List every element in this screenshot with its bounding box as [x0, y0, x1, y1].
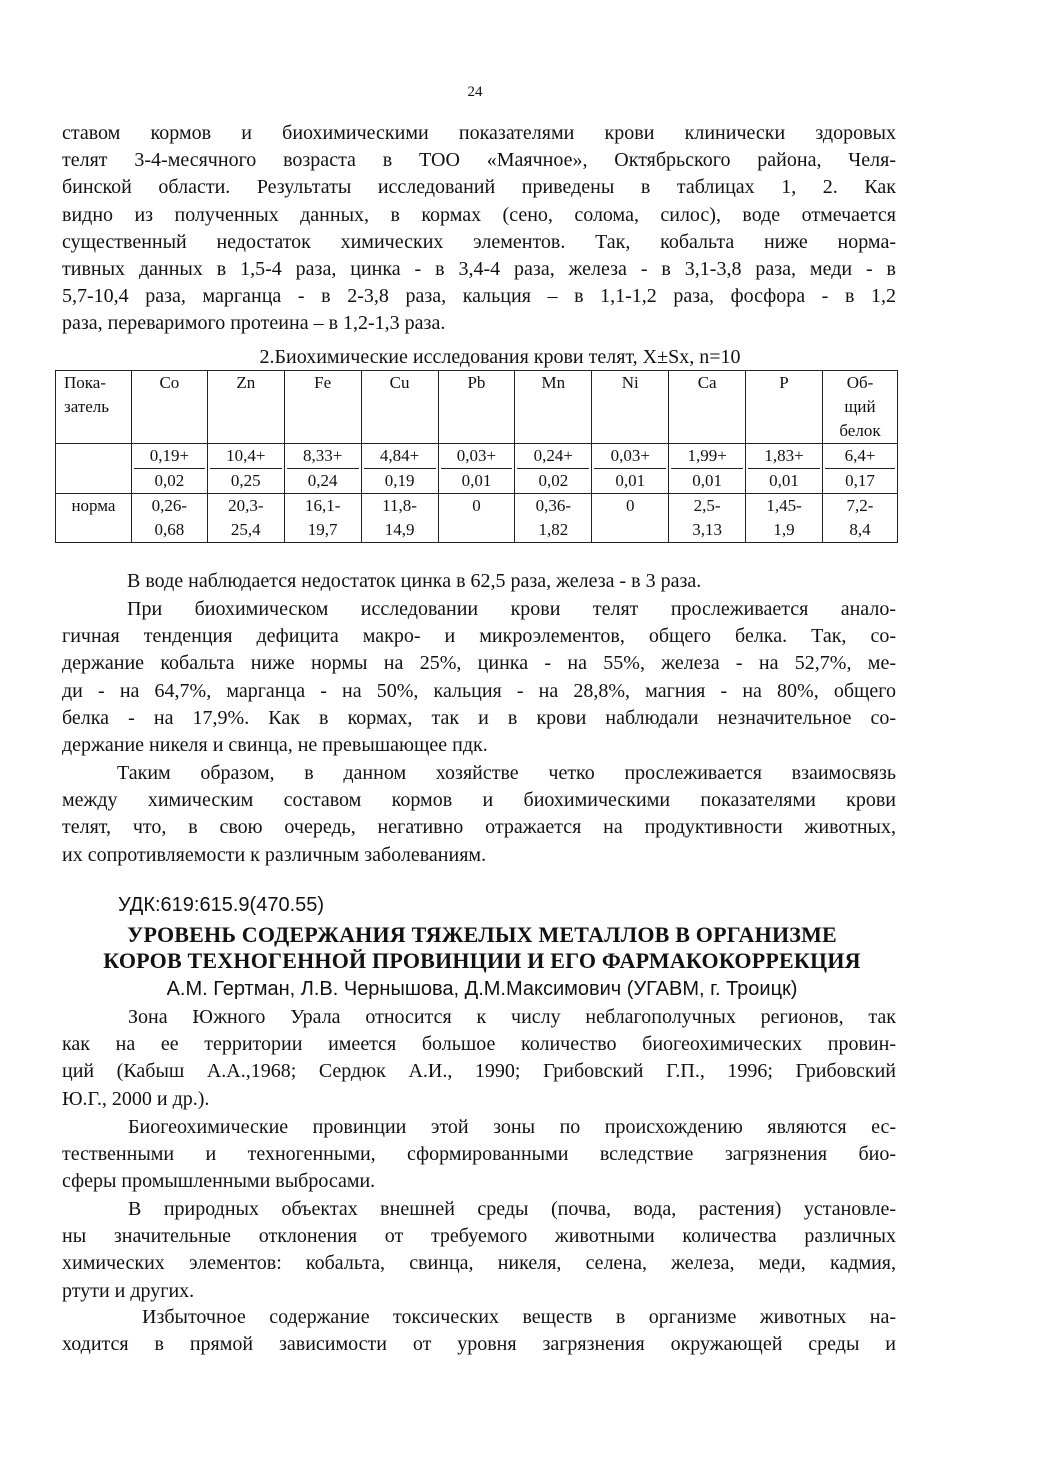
cell-value: 7,2- — [846, 496, 874, 515]
text-line: держание никеля и свинца, не превышающее пдк. — [62, 734, 488, 757]
cell-value: 1,83+ — [748, 444, 820, 469]
table-cell — [669, 494, 746, 543]
article-paragraph-4 — [62, 1304, 896, 1358]
text-line: 5,7-10,4 раза, марганца - в 2-3,8 раза, кальция – в 1,1-1,2 раза, фосфора - в 1,2 — [62, 285, 896, 308]
header-cell-p — [746, 371, 823, 444]
blood-biochemistry-table — [55, 370, 898, 543]
table-cell — [438, 444, 515, 494]
text-line: ходится в прямой зависимости от уровня загрязнения окружающей среды и — [62, 1333, 896, 1356]
blood-paragraph — [62, 596, 896, 759]
cell-error: 0,01 — [769, 471, 799, 490]
text-line: бинской области. Результаты исследований приведены в таблицах 1, 2. Как — [62, 176, 896, 199]
intro-paragraph — [62, 120, 896, 338]
header-cell-cu — [361, 371, 438, 444]
header-text: Ni — [621, 373, 639, 392]
cell-value: 25,4 — [230, 520, 261, 539]
table-cell — [361, 494, 438, 543]
table-cell — [822, 444, 897, 494]
header-cell-mn — [515, 371, 592, 444]
article-title-line-1: УРОВЕНЬ СОДЕРЖАНИЯ ТЯЖЕЛЫХ МЕТАЛЛОВ В ОРГАНИЗМЕ — [127, 922, 837, 947]
article-paragraph-1 — [62, 1004, 896, 1113]
header-cell-indicator — [56, 371, 132, 444]
table-cell — [592, 494, 669, 543]
table-cell — [822, 494, 897, 543]
header-cell-ca — [669, 371, 746, 444]
table-row — [56, 444, 898, 494]
text-line: В природных объектах внешней среды (почва, вода, растения) установле- — [128, 1198, 896, 1220]
cell-value: 16,1- — [304, 496, 341, 515]
cell-error: 0,01 — [461, 471, 492, 490]
header-text: Cu — [389, 373, 410, 392]
cell-value: 8,33+ — [287, 444, 359, 469]
text-line: тивных данных в 1,5-4 раза, цинка - в 3,4-4 раза, железа - в 3,1-3,8 раза, меди - в — [62, 258, 896, 281]
cell-value: 1,82 — [538, 520, 569, 539]
text-line: как на ее территории имеется большое количество биогеохимических провин- — [62, 1033, 896, 1056]
cell-value: 10,4+ — [210, 444, 282, 469]
table-header-row — [56, 371, 898, 444]
table-cell — [669, 444, 746, 494]
header-text: Mn — [541, 373, 566, 392]
table-cell — [746, 494, 823, 543]
table-cell — [131, 444, 207, 494]
cell-value: 0 — [472, 496, 481, 515]
cell-error: 0,17 — [845, 471, 875, 490]
cell-value: 8,4 — [849, 520, 871, 539]
udk-code: УДК:619:615.9(470.55) — [118, 894, 325, 916]
table-cell — [207, 444, 284, 494]
cell-error: 0,24 — [307, 471, 338, 490]
text-line: держание кобальта ниже нормы на 25%, цинка - на 55%, железа - на 52,7%, ме- — [62, 652, 896, 675]
text-line: тественными и техногенными, сформированными вследствие загрязнения био- — [62, 1143, 896, 1166]
header-cell-ni — [592, 371, 669, 444]
text-line: ставом кормов и биохимическими показателями крови клинически здоровых — [62, 122, 896, 144]
text-line: телят 3-4-месячного возраста в ТОО «Маячное», Октябрьского района, Челя- — [62, 149, 896, 172]
conclusion-paragraph — [62, 760, 896, 869]
header-text: щий — [844, 397, 876, 416]
cell-value: 0,36- — [535, 496, 572, 515]
cell-value: 0,26- — [151, 496, 188, 515]
text-line: Таким образом, в данном хозяйстве четко прослеживается взаимосвязь — [117, 762, 896, 784]
header-text: P — [779, 373, 789, 392]
cell-value: 14,9 — [384, 520, 415, 539]
text-line: существенный недостаток химических элементов. Так, кобальта ниже норма- — [62, 230, 896, 253]
cell-value: 4,84+ — [364, 444, 436, 469]
article-paragraph-2 — [62, 1114, 896, 1196]
row-label: норма — [56, 494, 132, 543]
cell-value: 0 — [625, 496, 635, 515]
header-text: Об- — [846, 373, 874, 392]
text-line: При биохимическом исследовании крови телят прослеживается анало- — [127, 598, 896, 620]
article-paragraph-3 — [62, 1196, 896, 1305]
cell-value: 1,45- — [766, 496, 802, 515]
cell-error: 0,25 — [230, 471, 261, 490]
table-cell — [361, 444, 438, 494]
header-text: Fe — [314, 373, 332, 392]
table-cell — [515, 494, 592, 543]
text-line: между химическим составом кормов и биохимическими показателями крови — [62, 789, 896, 812]
header-text: Zn — [236, 373, 256, 392]
cell-value: 1,99+ — [671, 444, 743, 469]
table-cell — [592, 444, 669, 494]
article-authors: А.М. Гертман, Л.В. Чернышова, Д.М.Максимович (УГАВМ, г. Троицк) — [166, 978, 798, 1000]
header-text: затель — [64, 397, 110, 416]
table-cell — [284, 444, 361, 494]
header-cell-protein — [822, 371, 897, 444]
page-number: 24 — [467, 84, 483, 100]
text-line: ртути и других. — [62, 1279, 195, 1302]
cell-error: 0,01 — [615, 471, 646, 490]
text-line: В воде наблюдается недостаток цинка в 62,5 раза, железа - в 3 раза. — [127, 570, 702, 592]
cell-error: 0,02 — [154, 471, 185, 490]
text-line: Зона Южного Урала относится к числу неблагополучных регионов, так — [128, 1006, 896, 1028]
cell-error: 0,02 — [538, 471, 569, 490]
cell-value: 0,03+ — [594, 444, 666, 469]
cell-value: 1,9 — [773, 520, 795, 539]
cell-value: 3,13 — [692, 520, 722, 539]
header-text: Pb — [467, 373, 486, 392]
table-cell — [746, 444, 823, 494]
text-line: ций (Кабыш А.А.,1968; Сердюк А.И., 1990; Грибовский Г.П., 1996; Грибовский — [62, 1060, 896, 1083]
table-cell — [284, 494, 361, 543]
text-line: раза, переваримого протеина – в 1,2-1,3 раза. — [62, 312, 446, 335]
cell-value: 11,8- — [382, 496, 417, 515]
cell-value: 0,03+ — [441, 444, 513, 469]
text-line: сферы промышленными выбросами. — [62, 1170, 376, 1193]
header-text: Ca — [697, 373, 717, 392]
text-line: Избыточное содержание токсических веществ в организме животных на- — [142, 1306, 896, 1328]
cell-value: 0,24+ — [517, 444, 589, 469]
cell-error: 0,01 — [692, 471, 722, 490]
header-text: Co — [159, 373, 180, 392]
text-line: белка - на 17,9%. Как в кормах, так и в крови наблюдали незначительное со- — [62, 706, 896, 729]
text-line: их сопротивляемости к различным заболеваниям. — [62, 843, 487, 866]
cell-value: 0,19+ — [134, 444, 205, 469]
text-line: Ю.Г., 2000 и др.). — [62, 1087, 210, 1110]
text-line: видно из полученных данных, в кормах (сено, солома, силос), воде отмечается — [62, 203, 896, 226]
text-line: химических элементов: кобальта, свинца, никеля, селена, железа, меди, кадмия, — [62, 1252, 896, 1275]
table-caption: 2.Биохимические исследования крови телят, X±Sx, n=10 — [259, 346, 741, 368]
text-line: телят, что, в свою очередь, негативно отражается на продуктивности животных, — [62, 816, 896, 839]
cell-value: 6,4+ — [825, 444, 895, 469]
header-cell-fe — [284, 371, 361, 444]
text-line: гичная тенденция дефицита макро- и микроэлементов, общего белка. Так, со- — [62, 625, 896, 648]
cell-value: 0,68 — [154, 520, 185, 539]
cell-value: 20,3- — [228, 496, 264, 515]
table-row — [56, 494, 898, 543]
header-text: Пока- — [64, 373, 106, 392]
cell-value: 19,7 — [307, 520, 338, 539]
cell-value: 2,5- — [693, 496, 721, 515]
row-label — [56, 444, 132, 494]
cell-error: 0,19 — [384, 471, 415, 490]
header-cell-zn — [207, 371, 284, 444]
header-text: белок — [839, 421, 881, 440]
table-cell — [207, 494, 284, 543]
header-cell-co — [131, 371, 207, 444]
article-title-line-2: КОРОВ ТЕХНОГЕННОЙ ПРОВИНЦИИ И ЕГО ФАРМАКОКОРРЕКЦИЯ — [103, 948, 861, 973]
table-cell — [131, 494, 207, 543]
table-cell — [515, 444, 592, 494]
header-cell-pb — [438, 371, 515, 444]
table-cell — [438, 494, 515, 543]
text-line: ди - на 64,7%, марганца - на 50%, кальция - на 28,8%, магния - на 80%, общего — [62, 679, 896, 702]
text-line: ны значительные отклонения от требуемого животными количества различных — [62, 1225, 896, 1248]
text-line: Биогеохимические провинции этой зоны по происхождению являются ес- — [128, 1116, 896, 1138]
water-paragraph — [127, 568, 897, 595]
